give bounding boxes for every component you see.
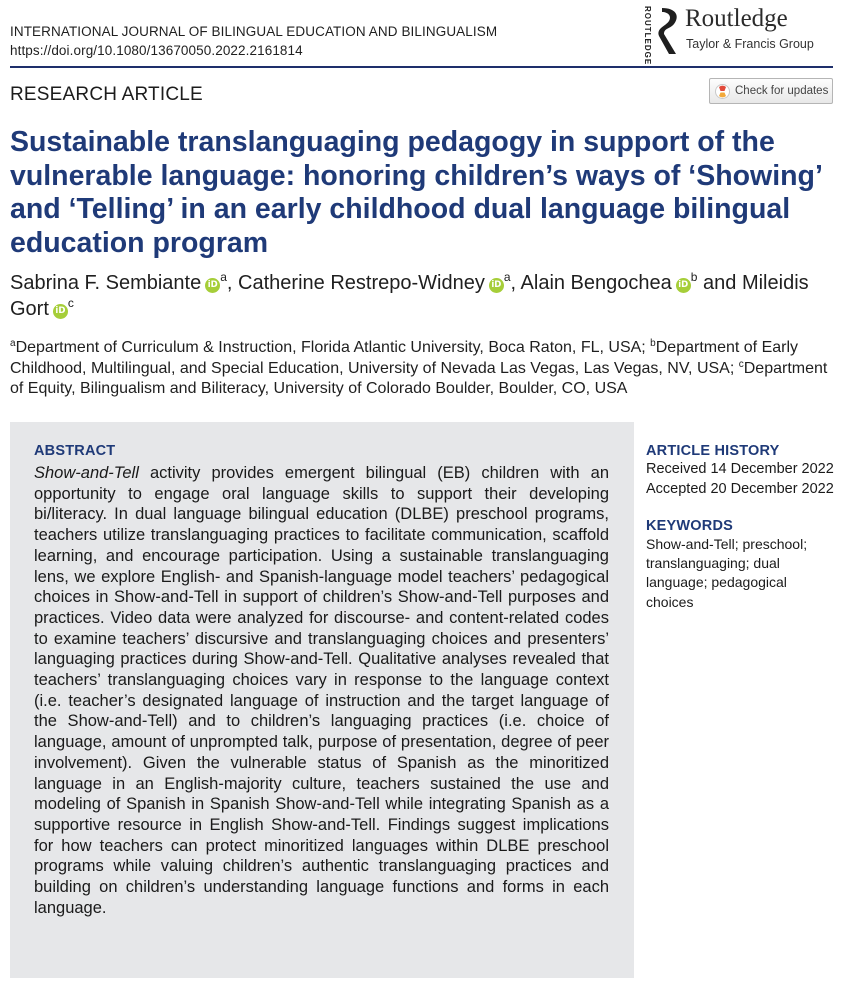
publisher-name: Routledge — [685, 5, 788, 32]
affiliation-text: Department of Curriculum & Instruction, Florida Atlantic University, Boca Raton, FL, USA; — [15, 339, 651, 356]
affiliation-text: Department of Equity, Bilingualism and Biliteracy, University of Colorado Boulder, Boulder, CO, USA — [10, 359, 828, 397]
abstract-lead-italic: Show-and-Tell — [34, 464, 139, 482]
check-updates-icon — [715, 84, 730, 99]
orcid-icon[interactable]: iD — [489, 278, 504, 293]
journal-header — [10, 22, 497, 60]
orcid-icon[interactable]: iD — [205, 278, 220, 293]
author-list: Sabrina F. Sembiante $iD^a$, Catherine Restrepo-Widney $iD^a$, Alain Bengochea $iD^b$ and Mileidis Gort $iD^c$ — [10, 270, 809, 320]
abstract-heading: ABSTRACT — [34, 443, 116, 459]
article-meta-sidebar — [646, 443, 836, 612]
affil-key: c — [738, 358, 744, 370]
abstract-box — [10, 422, 634, 978]
check-updates-label: Check for updates — [735, 85, 829, 97]
orcid-icon[interactable]: iD — [53, 304, 68, 319]
author-separator-and: and — [703, 272, 737, 294]
affil-key: b — [650, 338, 656, 349]
author-name[interactable]: Catherine Restrepo-Widney — [238, 272, 485, 294]
received-date: Received 14 December 2022 — [646, 461, 834, 477]
accepted-date: Accepted 20 December 2022 — [646, 480, 834, 497]
author-affil-marker: a — [220, 270, 227, 284]
check-for-updates-button[interactable] — [709, 78, 833, 104]
author-affil-marker: c — [67, 296, 74, 310]
doi-link[interactable]: https://doi.org/10.1080/13670050.2022.2161814 — [10, 43, 303, 58]
author-affil-marker: b — [690, 270, 698, 284]
publisher-vertical-text: ROUTLEDGE — [643, 6, 652, 66]
author-name[interactable]: Sabrina F. Sembiante — [10, 272, 202, 294]
author-name[interactable]: Alain Bengochea — [520, 272, 672, 294]
publisher-logo[interactable] — [643, 4, 833, 66]
affiliations — [10, 338, 840, 400]
routledge-logo-icon — [656, 6, 682, 61]
journal-name: INTERNATIONAL JOURNAL OF BILINGUAL EDUCATION AND BILINGUALISM — [10, 24, 498, 39]
article-history-heading: ARTICLE HISTORY — [646, 443, 780, 459]
keywords-heading: KEYWORDS — [646, 518, 733, 534]
affiliation-text: Department of Early Childhood, Multilingual, and Special Education, University of Nevada Las Vegas, Las Vegas, NV, USA; — [10, 339, 799, 377]
article-title: Sustainable translanguaging pedagogy in support of the vulnerable language: honoring children’s ways of ‘Showing’ and ‘Telling’ in an early childhood dual language bilingual education program — [10, 126, 822, 259]
keywords-text: Show-and-Tell; preschool; translanguaging; dual language; pedagogical choices — [646, 536, 808, 610]
author-name[interactable]: Mileidis Gort — [10, 272, 809, 320]
author-affil-marker: a — [503, 270, 511, 284]
abstract-body: activity provides emergent bilingual (EB) children with an opportunity to engage oral language skills to support their developing bi/literacy. In dual language bilingual education (DLBE) preschool programs, teachers utilize translanguaging practices to facilitate communication, scaffold learning, and encourage participation. Using a sustainable translanguaging lens, we explore English- and Spanish-language model teachers’ pedagogical choices in Show-and-Tell in support of children’s Show-and-Tell purposes and practices. Video data were analyzed for discourse- and content-related codes to examine teachers’ discursive and translanguaging choices and presenters’ languaging practices during Show-and-Tell. Qualitative analyses revealed that teachers’ translanguaging choices vary in response to the language context (i.e. teacher’s designated language of instruction and the target language of the Show-and-Tell) and to children’s languaging practices (i.e. choice of language, amount of unprompted talk, purpose of presentation, degree of peer involvement). Given the vulnerable status of Spanish as the minoritized language in an English-majority culture, teachers sustained the use and modeling of Spanish in Spanish Show-and-Tell while integrating Spanish as a supportive resource in English Show-and-Tell. Findings suggest implications for how teachers can protect minoritized languages within DLBE preschool programs while valuing children’s authentic translanguaging practices and building on children’s understanding language functions and forms in each language. — [34, 464, 609, 917]
abstract-text — [34, 463, 609, 918]
header-divider — [10, 66, 833, 68]
affil-key: a — [10, 338, 16, 349]
orcid-icon[interactable]: iD — [676, 278, 691, 293]
article-type: RESEARCH ARTICLE — [10, 84, 203, 105]
publisher-group: Taylor & Francis Group — [686, 37, 814, 51]
